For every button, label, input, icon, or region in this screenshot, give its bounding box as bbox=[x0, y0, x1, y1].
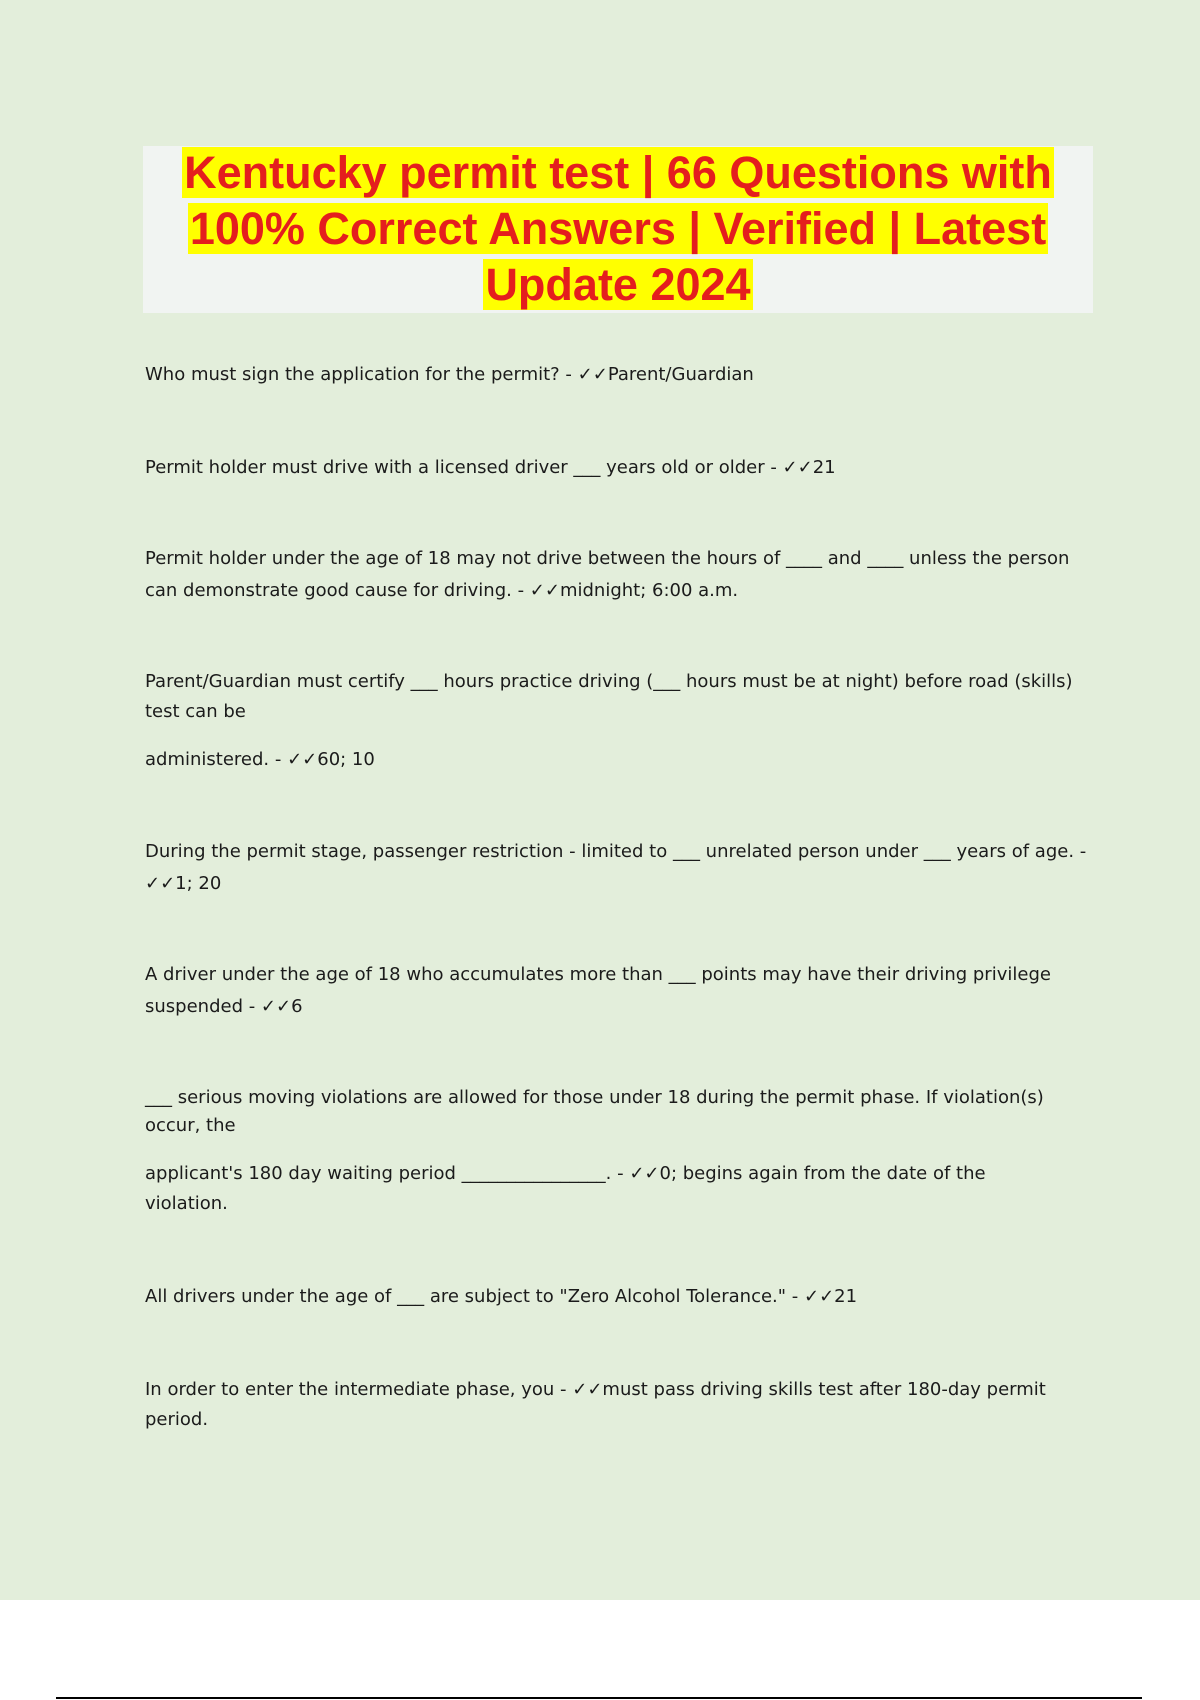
question-3-line-1: Permit holder under the age of 18 may not drive between the hours of ____ and ____ unless the person bbox=[145, 548, 1070, 569]
question-2-line-1: Permit holder must drive with a licensed driver ___ years old or older - ✓✓21 bbox=[145, 457, 836, 478]
question-6-line-1: A driver under the age of 18 who accumulates more than ___ points may have their driving privilege bbox=[145, 964, 1051, 985]
question-7-line-2: occur, the bbox=[145, 1115, 236, 1136]
question-3-line-2: can demonstrate good cause for driving. - ✓✓midnight; 6:00 a.m. bbox=[145, 580, 739, 601]
document-title-line-2: 100% Correct Answers | Verified | Latest bbox=[189, 203, 1047, 254]
footer-rule bbox=[56, 1697, 1142, 1699]
question-8-line-1: All drivers under the age of ___ are subject to "Zero Alcohol Tolerance." - ✓✓21 bbox=[145, 1286, 858, 1307]
question-6-line-2: suspended - ✓✓6 bbox=[145, 996, 303, 1017]
question-1-line-1: Who must sign the application for the permit? - ✓✓Parent/Guardian bbox=[145, 364, 754, 385]
question-9-line-1: In order to enter the intermediate phase, you - ✓✓must pass driving skills test after 180-day permit bbox=[145, 1379, 1046, 1400]
question-4-line-3: administered. - ✓✓60; 10 bbox=[145, 749, 375, 770]
document-title-line-1: Kentucky permit test | 66 Questions with bbox=[184, 147, 1052, 198]
question-4-line-1: Parent/Guardian must certify ___ hours practice driving (___ hours must be at night) before road (skills) bbox=[145, 671, 1073, 692]
question-9-line-2: period. bbox=[145, 1409, 209, 1430]
question-7-line-1: ___ serious moving violations are allowed for those under 18 during the permit phase. If violation(s) bbox=[145, 1087, 1044, 1108]
question-4-line-2: test can be bbox=[145, 701, 246, 722]
question-5-line-1: During the permit stage, passenger restriction - limited to ___ unrelated person under ___ years of age. - bbox=[145, 841, 1087, 862]
question-7-line-3: applicant's 180 day waiting period ________________. - ✓✓0; begins again from the date of the bbox=[145, 1163, 986, 1184]
question-7-line-4: violation. bbox=[145, 1193, 228, 1214]
document-title-line-3: Update 2024 bbox=[485, 259, 751, 310]
question-5-line-2: ✓✓1; 20 bbox=[145, 873, 222, 894]
